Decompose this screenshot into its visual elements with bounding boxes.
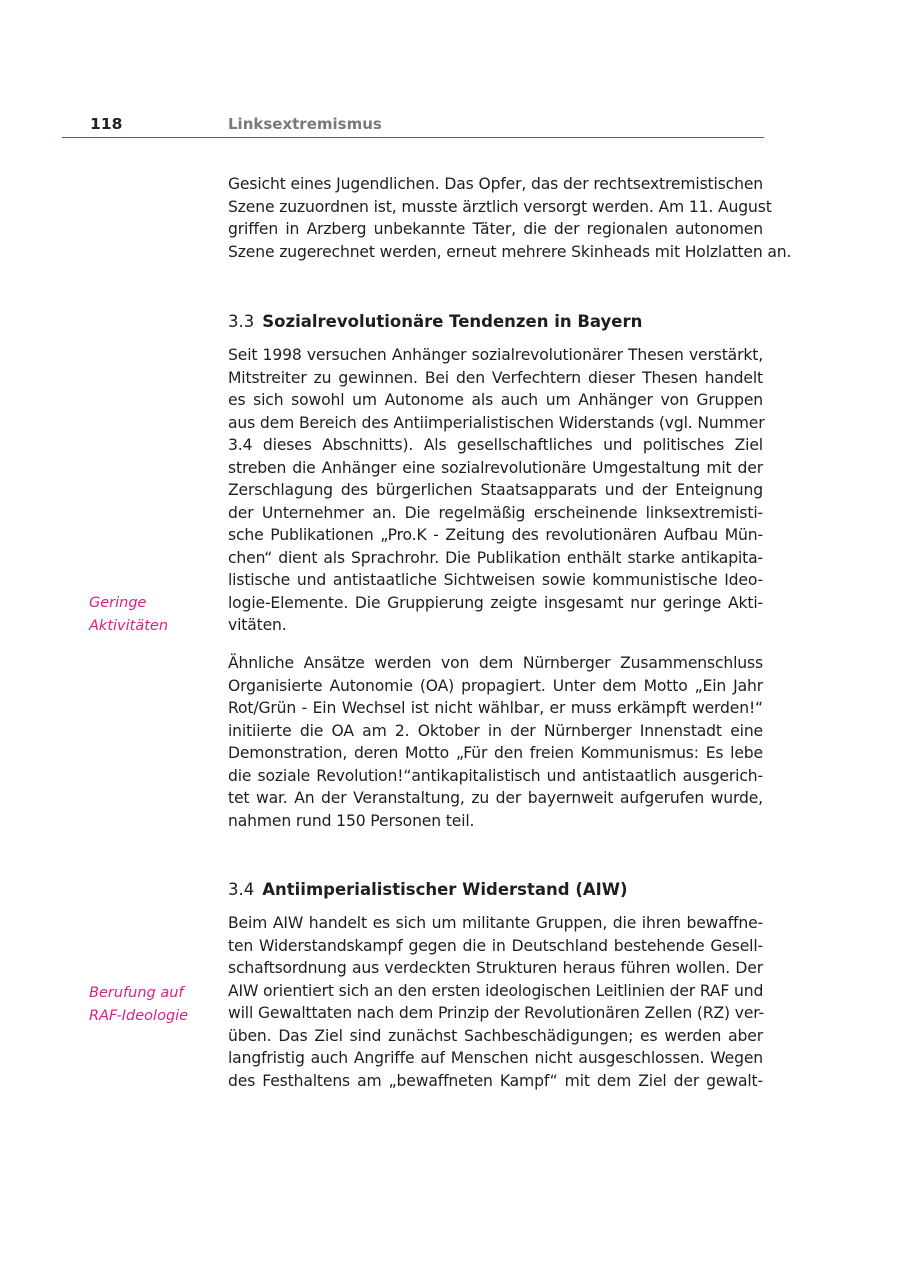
- intro-paragraph: [228, 173, 792, 263]
- text-line: 3.4 dieses Abschnitts). Als gesellschaftliches und politisches Ziel: [228, 436, 763, 454]
- text-line: üben. Das Ziel sind zunächst Sachbeschädigungen; es werden aber: [228, 1026, 763, 1045]
- text-line: Ähnliche Ansätze werden von dem Nürnberger Zusammenschluss: [228, 654, 763, 672]
- text-line: AIW orientiert sich an den ersten ideologischen Leitlinien der RAF und: [228, 981, 764, 1000]
- margin-note-line: Aktivitäten: [89, 617, 169, 634]
- section-heading-3-3: [228, 311, 642, 333]
- text-line: Organisierte Autonomie (OA) propagiert. Unter dem Motto „Ein Jahr: [228, 676, 763, 695]
- section-3-3-paragraph-2: [228, 652, 763, 832]
- margin-note-line: Geringe: [89, 595, 147, 611]
- section-number: 3.4: [228, 880, 255, 899]
- text-line: Mitstreiter zu gewinnen. Bei den Verfechtern dieser Thesen handelt: [228, 368, 763, 387]
- text-line: nahmen rund 150 Personen teil.: [228, 811, 475, 830]
- text-line: Demonstration, deren Motto „Für den freien Kommunismus: Es lebe: [228, 744, 763, 762]
- text-line: tet war. An der Veranstaltung, zu der bayernweit aufgerufen wurde,: [228, 789, 763, 807]
- text-line: streben die Anhänger eine sozialrevolutionäre Umgestaltung mit der: [228, 458, 763, 477]
- text-line: Zerschlagung des bürgerlichen Staatsapparats und der Enteignung: [228, 481, 763, 499]
- text-line: Seit 1998 versuchen Anhänger sozialrevolutionärer Thesen verstärkt,: [228, 346, 763, 364]
- text-line: die soziale Revolution!“antikapitalistisch und antistaatlich ausgerich-: [228, 766, 763, 785]
- margin-note-line: Berufung auf: [89, 985, 184, 1001]
- section-number: 3.3: [228, 312, 255, 331]
- section-title: Antiimperialistischer Widerstand (AIW): [262, 880, 628, 899]
- text-line: Gesicht eines Jugendlichen. Das Opfer, das der rechtsextremistischen: [228, 175, 763, 193]
- text-line: griffen in Arzberg unbekannte Täter, die der regionalen autonomen: [228, 220, 763, 238]
- text-line: chen“ dient als Sprachrohr. Die Publikation enthält starke antikapita-: [228, 548, 763, 567]
- text-line: langfristig auch Angriffe auf Menschen nicht ausgeschlossen. Wegen: [228, 1049, 763, 1067]
- text-line: initiierte die OA am 2. Oktober in der Nürnberger Innenstadt eine: [228, 721, 763, 740]
- text-line: listische und antistaatliche Sichtweisen sowie kommunistische Ideo-: [228, 571, 763, 589]
- text-line: Beim AIW handelt es sich um militante Gruppen, die ihren bewaffne-: [228, 914, 763, 932]
- section-3-3-paragraph-1: [228, 344, 763, 637]
- text-line: logie-Elemente. Die Gruppierung zeigte insgesamt nur geringe Akti-: [228, 593, 763, 612]
- running-title: Linksextremismus: [228, 115, 382, 133]
- text-line: schaftsordnung aus verdeckten Strukturen heraus führen wollen. Der: [228, 959, 763, 977]
- text-line: der Unternehmer an. Die regelmäßig erscheinende linksextremisti-: [228, 503, 763, 522]
- text-line: aus dem Bereich des Antiimperialistischen Widerstands (vgl. Nummer: [228, 413, 765, 432]
- text-line: sche Publikationen „Pro.K - Zeitung des revolutionären Aufbau Mün-: [228, 526, 763, 544]
- text-line: ten Widerstandskampf gegen die in Deutschland bestehende Gesell-: [228, 936, 763, 955]
- text-line: des Festhaltens am „bewaffneten Kampf“ mit dem Ziel der gewalt-: [228, 1071, 763, 1090]
- page-number: 118: [90, 115, 123, 133]
- text-line: will Gewalttaten nach dem Prinzip der Revolutionären Zellen (RZ) ver-: [228, 1004, 765, 1022]
- text-line: Rot/Grün - Ein Wechsel ist nicht wählbar, er muss erkämpft werden!“: [228, 699, 763, 717]
- text-line: es sich sowohl um Autonome als auch um Anhänger von Gruppen: [228, 391, 763, 409]
- margin-note-geringe-aktivitaeten: [89, 592, 219, 637]
- text-line: Szene zuzuordnen ist, musste ärztlich versorgt werden. Am 11. August: [228, 197, 772, 216]
- text-line: vitäten.: [228, 616, 287, 634]
- page-header: [62, 113, 764, 138]
- text-line: Szene zugerechnet werden, erneut mehrere Skinheads mit Holzlatten an.: [228, 242, 792, 261]
- section-3-4-paragraph-1: [228, 912, 763, 1092]
- margin-note-berufung-raf: [89, 982, 219, 1027]
- section-heading-3-4: [228, 879, 628, 901]
- section-title: Sozialrevolutionäre Tendenzen in Bayern: [262, 312, 643, 331]
- margin-note-line: RAF-Ideologie: [89, 1007, 189, 1024]
